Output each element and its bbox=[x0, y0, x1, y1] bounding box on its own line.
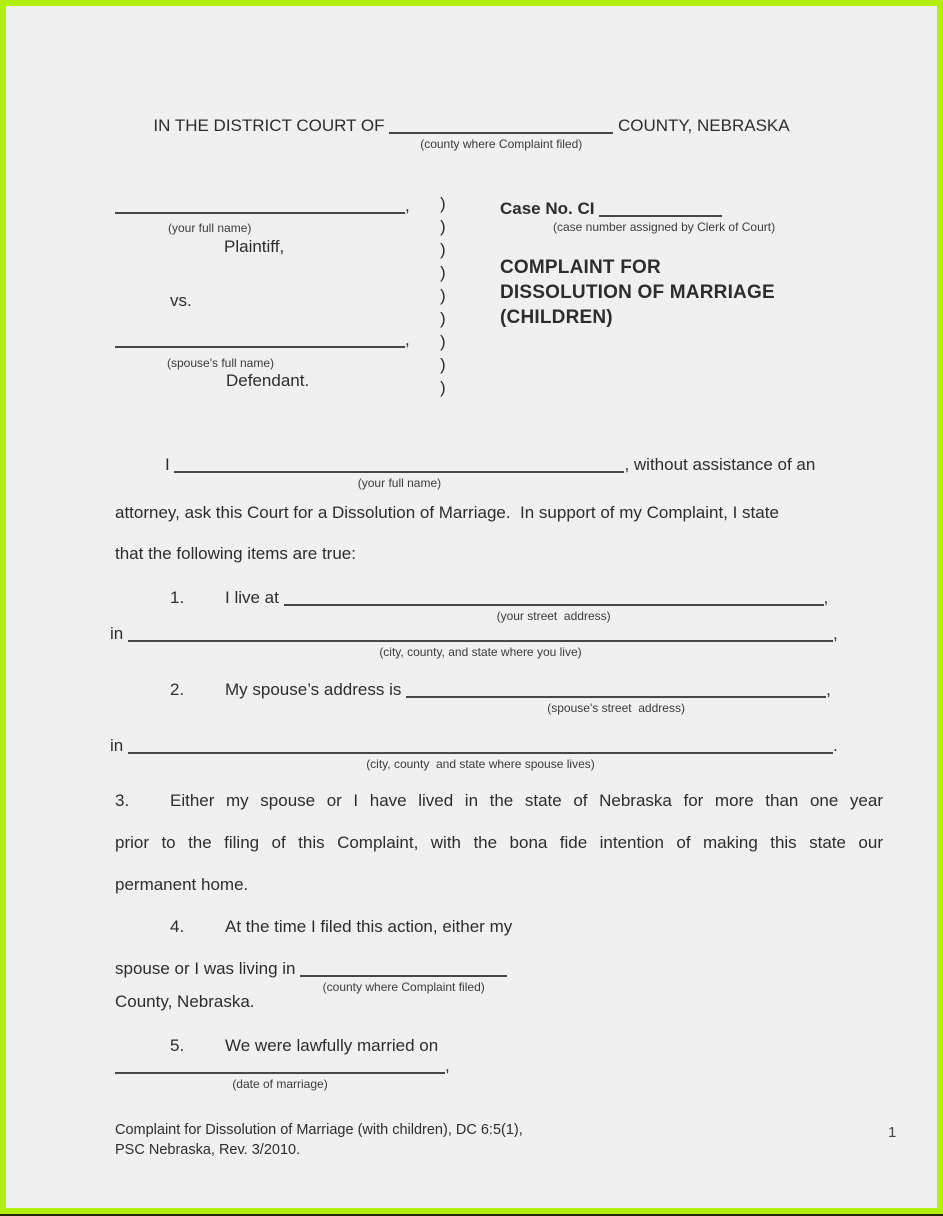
versus-label: vs. bbox=[170, 291, 192, 310]
item2-lead: My spouse’s address is bbox=[225, 680, 407, 699]
intro-line1 bbox=[165, 454, 816, 490]
caption-paren: ) bbox=[440, 309, 446, 328]
intro-line3: that the following items are true: bbox=[115, 544, 356, 563]
item2-line1 bbox=[170, 679, 831, 715]
item4-line2-lead: spouse or I was living in bbox=[115, 959, 301, 978]
caption-paren: ) bbox=[440, 355, 446, 374]
period: . bbox=[832, 736, 838, 755]
item4-line3: County, Nebraska. bbox=[115, 992, 255, 1011]
street-address-blank[interactable] bbox=[284, 590, 824, 623]
spouse-city-state-caption: (city, county and state where spouse lives) bbox=[366, 757, 595, 771]
comma: , bbox=[405, 330, 410, 349]
spouse-city-state-blank[interactable] bbox=[128, 738, 833, 771]
case-number-blank-line bbox=[599, 201, 722, 217]
your-name-blank[interactable] bbox=[174, 457, 624, 490]
comma: , bbox=[823, 588, 829, 607]
county-blank-line bbox=[389, 118, 613, 134]
item1-number: 1. bbox=[170, 588, 185, 607]
intro-after-blank: , without assistance of an bbox=[624, 455, 816, 474]
item3-line2: prior to the filing of this Complaint, with the bona fide intention of making this state our bbox=[115, 833, 883, 852]
case-number-blank[interactable] bbox=[599, 201, 722, 217]
plaintiff-name-blank-line bbox=[115, 198, 405, 214]
filing-county-caption: (county where Complaint filed) bbox=[322, 980, 485, 994]
document-title-line2: DISSOLUTION OF MARRIAGE bbox=[500, 282, 775, 303]
plaintiff-name-caption: (your full name) bbox=[168, 221, 252, 235]
court-header bbox=[0, 115, 943, 151]
case-number-caption: (case number assigned by Clerk of Court) bbox=[553, 220, 776, 234]
defendant-label: Defendant. bbox=[226, 371, 310, 390]
item4-line1-text: At the time I filed this action, either my bbox=[225, 917, 513, 936]
comma: , bbox=[405, 196, 410, 215]
caption-paren: ) bbox=[440, 217, 446, 236]
your-name-blank-caption: (your full name) bbox=[357, 476, 442, 490]
comma: , bbox=[832, 624, 838, 643]
item1-in-label: in bbox=[110, 624, 128, 643]
item2-in-label: in bbox=[110, 736, 128, 755]
street-address-blank-line bbox=[284, 590, 824, 606]
spouse-street-address-caption: (spouse's street address) bbox=[547, 701, 685, 715]
city-state-caption: (city, county, and state where you live) bbox=[379, 645, 582, 659]
item5-line1 bbox=[170, 1036, 438, 1056]
filing-county-blank-line bbox=[300, 961, 507, 977]
county-blank-caption: (county where Complaint filed) bbox=[420, 137, 583, 151]
item2-line2 bbox=[110, 735, 838, 771]
plaintiff-name-blank[interactable] bbox=[115, 198, 405, 214]
document-title-line1: COMPLAINT FOR bbox=[500, 257, 661, 278]
item3-line1-text: Either my spouse or I have lived in the state of Nebraska for more than one year bbox=[170, 791, 883, 810]
plaintiff-label: Plaintiff, bbox=[224, 237, 285, 256]
caption-paren: ) bbox=[440, 263, 446, 282]
your-name-blank-line bbox=[174, 457, 624, 473]
comma: , bbox=[445, 1056, 450, 1075]
item4-number: 4. bbox=[170, 917, 185, 936]
street-address-caption: (your street address) bbox=[496, 609, 611, 623]
document-title-line3: (CHILDREN) bbox=[500, 307, 613, 328]
caption-paren: ) bbox=[440, 378, 446, 397]
defendant-name-blank-line bbox=[115, 332, 405, 348]
court-header-suffix: COUNTY, NEBRASKA bbox=[617, 116, 790, 135]
item3-number: 3. bbox=[115, 791, 130, 810]
item1-lead: I live at bbox=[225, 588, 284, 607]
item4-line1 bbox=[170, 917, 512, 937]
defendant-name-blank[interactable] bbox=[115, 332, 405, 348]
marriage-date-blank-line bbox=[115, 1058, 445, 1074]
footer-line1: Complaint for Dissolution of Marriage (with children), DC 6:5(1), bbox=[115, 1122, 523, 1138]
court-header-prefix: IN THE DISTRICT COURT OF bbox=[153, 116, 385, 135]
case-number-line bbox=[500, 198, 722, 219]
footer-line2: PSC Nebraska, Rev. 3/2010. bbox=[115, 1142, 301, 1158]
caption-paren: ) bbox=[440, 240, 446, 259]
caption-paren: ) bbox=[440, 194, 446, 213]
item1-line2 bbox=[110, 623, 838, 659]
item5-lead: We were lawfully married on bbox=[225, 1036, 439, 1055]
item4-line2 bbox=[115, 958, 507, 994]
caption-paren: ) bbox=[440, 286, 446, 305]
defendant-name-line bbox=[115, 329, 410, 350]
city-state-blank-line bbox=[128, 626, 833, 642]
city-state-blank[interactable] bbox=[128, 626, 833, 659]
case-number-label: Case No. CI bbox=[500, 199, 600, 218]
spouse-street-address-blank[interactable] bbox=[406, 682, 826, 715]
item3-line3: permanent home. bbox=[115, 875, 249, 894]
county-blank[interactable] bbox=[389, 118, 613, 151]
intro-line2: attorney, ask this Court for a Dissolution of Marriage. In support of my Complaint, I state bbox=[115, 503, 779, 522]
caption-paren: ) bbox=[440, 332, 446, 351]
comma: , bbox=[826, 680, 831, 699]
marriage-date-blank[interactable] bbox=[115, 1058, 445, 1091]
item5-line2 bbox=[115, 1055, 450, 1091]
filing-county-blank[interactable] bbox=[300, 961, 507, 994]
page-number: 1 bbox=[888, 1124, 897, 1141]
intro-pronoun: I bbox=[165, 455, 175, 474]
item1-line1 bbox=[170, 587, 829, 623]
item5-number: 5. bbox=[170, 1036, 185, 1055]
marriage-date-caption: (date of marriage) bbox=[232, 1077, 328, 1091]
spouse-city-state-blank-line bbox=[128, 738, 833, 754]
defendant-name-caption: (spouse's full name) bbox=[167, 356, 275, 370]
item3-line1 bbox=[115, 791, 883, 811]
spouse-street-address-blank-line bbox=[406, 682, 826, 698]
item2-number: 2. bbox=[170, 680, 185, 699]
plaintiff-name-line bbox=[115, 195, 410, 216]
